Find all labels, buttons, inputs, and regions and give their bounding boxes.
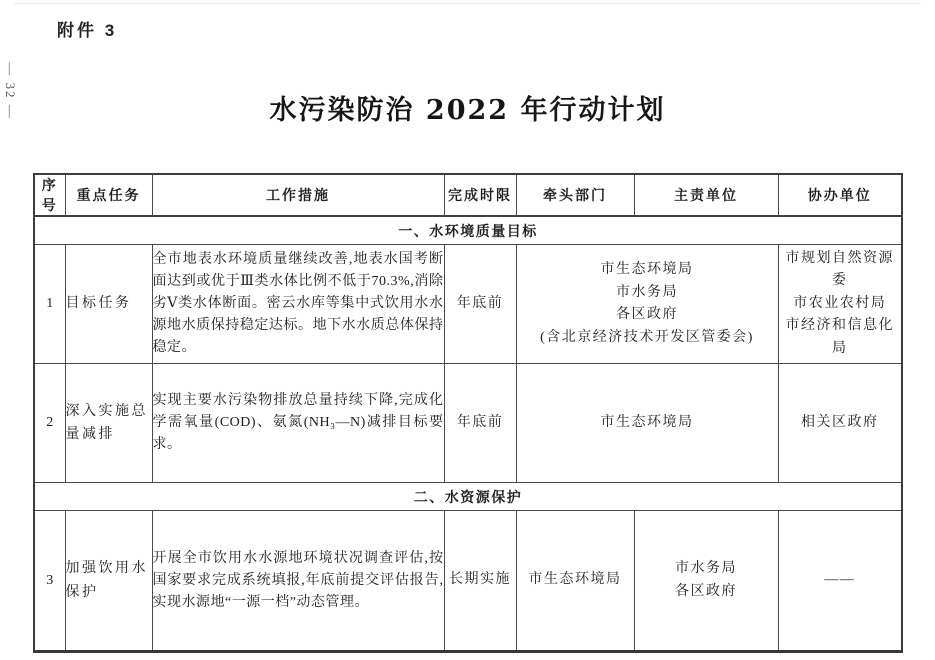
col-header-main-unit: 主责单位 (634, 174, 778, 216)
task-cell: 加强饮用水保护 (65, 511, 152, 652)
table-row (34, 364, 902, 483)
table-row (34, 511, 902, 652)
main-unit-cell (634, 511, 778, 652)
lead-main-merged-cell (516, 364, 778, 483)
table-header-row (34, 174, 902, 216)
co-unit-cell (778, 245, 902, 364)
section-row (34, 483, 902, 511)
section-heading: 二、水资源保护 (34, 483, 902, 511)
unit-line: 市经济和信息化局 (785, 318, 894, 356)
unit-line: 市生态环境局 (600, 414, 694, 430)
task-cell: 目标任务 (65, 245, 152, 364)
page-number: — 32 — (3, 62, 18, 120)
measures-cell: 实现主要水污染物排放总量持续下降,完成化学需氧量(COD)、氨氮(NH₃—N)减排目标要求。 (152, 364, 444, 483)
unit-line: 各区政府 (675, 583, 737, 599)
table-row (34, 245, 902, 364)
action-plan-table (33, 173, 903, 653)
scan-edge-artifact (14, 3, 921, 4)
measures-cell: 全市地表水环境质量继续改善,地表水国考断面达到或优于Ⅲ类水体比例不低于70.3%,消除劣Ⅴ类水体断面。密云水库等集中式饮用水水源地水质保持稳定达标。地下水水质总体保持稳定。 (152, 245, 444, 364)
col-header-no: 序号 (34, 174, 65, 216)
unit-line: 市农业农村局 (793, 295, 887, 311)
col-header-co-unit: 协办单位 (778, 174, 902, 216)
lead-main-merged-cell (516, 245, 778, 364)
document-title: 水污染防治 2022 年行动计划 (269, 95, 666, 126)
unit-line: 相关区政府 (801, 414, 879, 430)
deadline-cell: 年底前 (444, 364, 516, 483)
lead-dept-cell: 市生态环境局 (516, 511, 634, 652)
row-number-cell: 2 (34, 364, 65, 483)
deadline-cell: 长期实施 (444, 511, 516, 652)
measures-cell: 开展全市饮用水水源地环境状况调查评估,按国家要求完成系统填报,年底前提交评估报告,实现水源地“一源一档”动态管理。 (152, 511, 444, 652)
unit-line: 市规划自然资源委 (785, 250, 894, 289)
col-header-deadline: 完成时限 (444, 174, 516, 216)
row-number-cell: 1 (34, 245, 65, 364)
unit-line: (含北京经济技术开发区管委会) (540, 329, 754, 345)
unit-line: 市水务局 (675, 561, 737, 576)
col-header-task: 重点任务 (65, 174, 152, 216)
unit-line: 各区政府 (616, 307, 678, 322)
unit-line: 市生态环境局 (600, 262, 694, 277)
attachment-label: 附件 3 (57, 21, 118, 40)
deadline-cell: 年底前 (444, 245, 516, 364)
unit-line: —— (824, 572, 856, 588)
row-number-cell: 3 (34, 511, 65, 652)
col-header-lead-dept: 牵头部门 (516, 174, 634, 216)
section-row (34, 216, 902, 245)
task-cell: 深入实施总量减排 (65, 364, 152, 483)
section-heading: 一、水环境质量目标 (34, 216, 902, 245)
co-unit-cell (778, 511, 902, 652)
co-unit-cell (778, 364, 902, 483)
col-header-measures: 工作措施 (152, 174, 444, 216)
unit-line: 市水务局 (616, 284, 678, 300)
